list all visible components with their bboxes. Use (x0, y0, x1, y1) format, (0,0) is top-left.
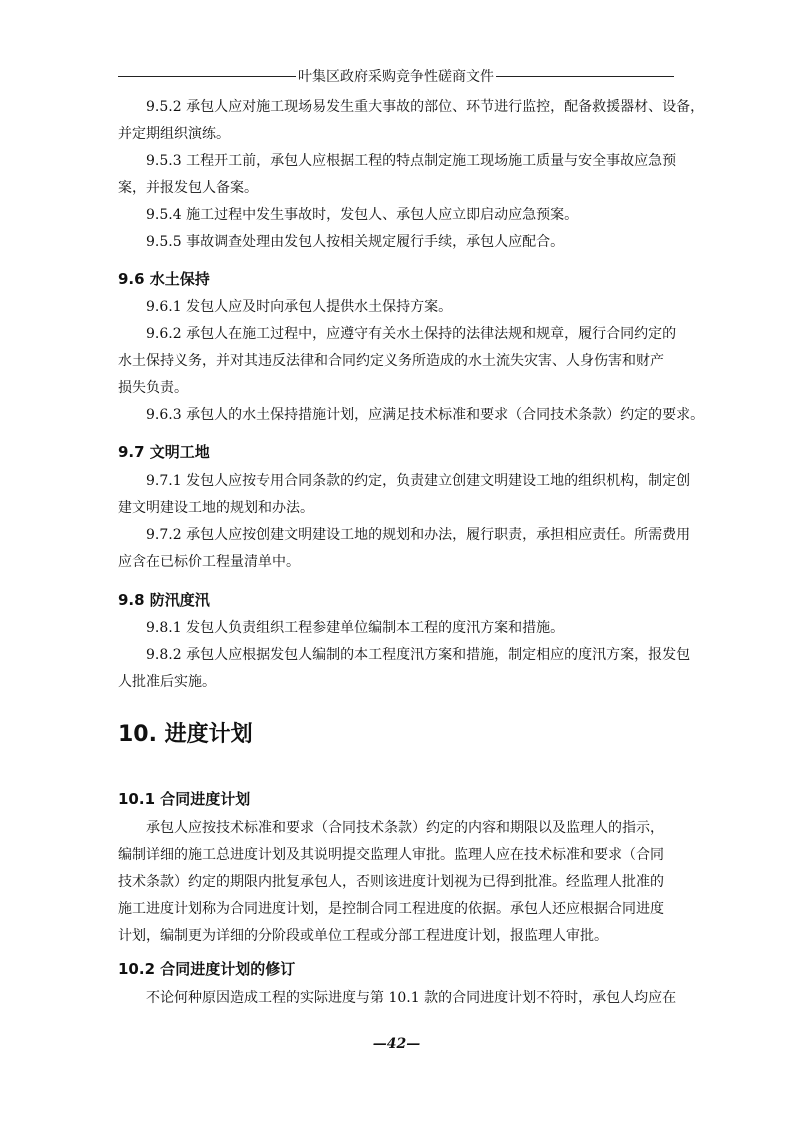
header-title: 叶集区政府采购竞争性磋商文件 (298, 69, 494, 85)
paragraph-9-5-3 (118, 148, 678, 202)
paragraph-9-6-2 (118, 321, 678, 402)
paragraph-9-7-1 (118, 468, 691, 522)
paragraph-line: 9.6.2 承包人在施工过程中，应遵守有关水土保持的法律法规和规章，履行合同约定的 (146, 326, 677, 342)
paragraph-line: 9.6.3 承包人的水土保持措施计划，应满足技术标准和要求（合同技术条款）约定的要求。 (146, 407, 705, 423)
section-heading-10-2: 10.2 合同进度计划的修订 (118, 960, 296, 978)
paragraph-line: 计划，编制更为详细的分阶段或单位工程或分部工程进度计划，报监理人审批。 (118, 928, 608, 944)
paragraph-9-5-4 (118, 202, 678, 229)
header-rule-left (118, 76, 296, 77)
paragraph-9-6-3 (118, 402, 705, 429)
paragraph-line: 施工进度计划称为合同进度计划，是控制合同工程进度的依据。承包人还应根据合同进度 (118, 901, 664, 917)
paragraph-9-6-1 (118, 294, 678, 321)
paragraph-line: 案，并报发包人备案。 (118, 180, 258, 196)
paragraph-9-8-1 (118, 615, 678, 642)
section-heading-10-1: 10.1 合同进度计划 (118, 790, 251, 808)
paragraph-9-7-2 (118, 522, 691, 576)
paragraph-9-5-2 (118, 94, 705, 148)
paragraph-line: 不论何种原因造成工程的实际进度与第 10.1 款的合同进度计划不符时，承包人均应在 (146, 990, 677, 1006)
paragraph-line: 9.8.1 发包人负责组织工程参建单位编制本工程的度汛方案和措施。 (146, 620, 565, 636)
paragraph-10-1 (118, 815, 678, 950)
paragraph-line: 9.8.2 承包人应根据发包人编制的本工程度汛方案和措施，制定相应的度汛方案，报发包 (146, 647, 691, 663)
paragraph-line: 人批准后实施。 (118, 674, 216, 690)
chapter-heading-10: 10. 进度计划 (118, 722, 253, 747)
paragraph-line: 9.7.2 承包人应按创建文明建设工地的规划和办法，履行职责，承担相应责任。所需费用 (146, 527, 691, 543)
paragraph-line: 建文明建设工地的规划和办法。 (118, 500, 314, 516)
page-number: —42— (372, 1036, 421, 1052)
paragraph-line: 编制详细的施工总进度计划及其说明提交监理人审批。监理人应在技术标准和要求（合同 (118, 847, 664, 863)
paragraph-line: 技术条款）约定的期限内批复承包人，否则该进度计划视为已得到批准。经监理人批准的 (118, 874, 664, 890)
paragraph-line: 9.6.1 发包人应及时向承包人提供水土保持方案。 (146, 299, 453, 315)
paragraph-line: 9.5.3 工程开工前，承包人应根据工程的特点制定施工现场施工质量与安全事故应急预 (146, 153, 677, 169)
paragraph-line: 损失负责。 (118, 380, 188, 396)
page-header (118, 66, 674, 86)
paragraph-line: 并定期组织演练。 (118, 126, 230, 142)
section-heading-9-8: 9.8 防汛度汛 (118, 591, 210, 609)
section-heading-9-7: 9.7 文明工地 (118, 443, 210, 461)
paragraph-line: 承包人应按技术标准和要求（合同技术条款）约定的内容和期限以及监理人的指示， (146, 820, 664, 836)
paragraph-line: 水土保持义务，并对其违反法律和合同约定义务所造成的水土流失灾害、人身伤害和财产 (118, 353, 664, 369)
paragraph-9-8-2 (118, 642, 691, 696)
paragraph-line: 9.5.2 承包人应对施工现场易发生重大事故的部位、环节进行监控，配备救援器材、设备， (146, 99, 705, 115)
paragraph-line: 应含在已标价工程量清单中。 (118, 554, 300, 570)
paragraph-line: 9.5.4 施工过程中发生事故时，发包人、承包人应立即启动应急预案。 (146, 207, 579, 223)
paragraph-9-5-5 (118, 229, 678, 256)
section-heading-9-6: 9.6 水土保持 (118, 270, 210, 288)
paragraph-line: 9.5.5 事故调查处理由发包人按相关规定履行手续，承包人应配合。 (146, 234, 565, 250)
paragraph-10-2 (118, 985, 678, 1012)
paragraph-line: 9.7.1 发包人应按专用合同条款的约定，负责建立创建文明建设工地的组织机构，制定创 (146, 473, 691, 489)
header-rule-right (496, 76, 674, 77)
